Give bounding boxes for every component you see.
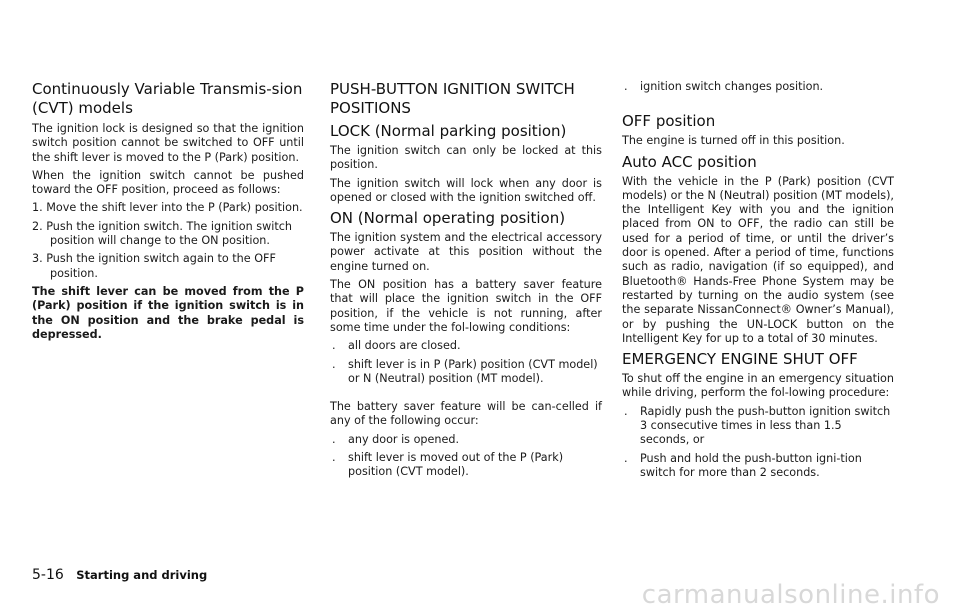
off-position-heading: OFF position — [622, 112, 716, 131]
emergency-paragraph: To shut off the engine in an emergency situation while driving, perform the fol-lowing procedure: — [622, 372, 894, 400]
push-button-ignition-heading: PUSH-BUTTON IGNITION SWITCH POSITIONS — [330, 80, 575, 117]
bullet-dot: . — [624, 80, 628, 93]
on-paragraph-1: The ignition system and the electrical accessory power activate at this position without the engine turned on. — [330, 231, 602, 273]
column-middle — [330, 80, 602, 484]
on-position-heading: ON (Normal operating position) — [330, 209, 566, 228]
list-item-text: Rapidly push the push-button ignition switch 3 consecutive times in less than 1.5 seconds, or — [640, 404, 891, 447]
cvt-models-heading: Continuously Variable Transmis-sion (CVT) models — [32, 80, 303, 117]
section-title: Starting and driving — [76, 568, 208, 582]
on-paragraph-2: The ON position has a battery saver feature that will place the ignition switch in the OFF position, if the vehicle is not running, after some time under the fol-lowing conditions: — [330, 278, 602, 334]
column-left — [32, 80, 304, 346]
continued-conditions — [622, 80, 894, 94]
page-footer — [32, 567, 207, 583]
lock-position-heading: LOCK (Normal parking position) — [330, 122, 567, 140]
list-item-text: all doors are closed. — [348, 339, 461, 353]
off-paragraph: The engine is turned off in this position. — [622, 134, 845, 148]
list-item — [622, 80, 894, 94]
emergency-shutoff-heading: EMERGENCY ENGINE SHUT OFF — [622, 350, 858, 369]
bullet-dot: . — [624, 404, 628, 418]
bullet-dot: . — [332, 432, 336, 446]
auto-acc-heading: Auto ACC position — [622, 152, 757, 171]
bullet-dot: . — [624, 451, 628, 465]
bullet-dot: . — [332, 451, 336, 465]
bullet-dot: . — [332, 357, 336, 371]
bullet-dot: . — [332, 339, 336, 353]
battery-saver-conditions — [330, 339, 602, 386]
cancel-conditions — [330, 433, 602, 480]
list-item — [622, 405, 894, 448]
list-item — [330, 339, 602, 353]
lock-paragraph-2: The ignition switch will lock when any door is opened or closed with the ignition switched off. — [330, 176, 602, 204]
shift-lever-note: The shift lever can be moved from the P (Park) position if the ignition switch is in the ON position and the brake pedal is depressed. — [32, 284, 304, 341]
step-2: 2. Push the ignition switch. The ignition switch position will change to the ON position. — [32, 219, 292, 248]
cancel-paragraph: The battery saver feature will be can-celled if any of the following occur: — [330, 400, 602, 428]
list-item-text: any door is opened. — [348, 432, 460, 446]
cvt-intro-paragraph: The ignition lock is designed so that the ignition switch position cannot be switched to OFF until the shift lever is moved to the P (Park) position. — [32, 122, 304, 164]
lock-paragraph-1: The ignition switch can only be locked at this position. — [330, 144, 602, 172]
step-3: 3. Push the ignition switch again to the OFF position. — [32, 252, 276, 280]
watermark: carmanualsonline.info — [641, 580, 940, 610]
auto-acc-paragraph: With the vehicle in the P (Park) position (CVT models) or the N (Neutral) position (MT models), the Intelligent Key with you and the ignition placed from ON to OFF, the radio can still be used for a period of time, or until the driver’s door is opened. After a period of time, functions such as radio, navigation (if so equipped), and Bluetooth® Hands-Free Phone System may be restarted by turning on the audio system (see the separate NissanConnect® Owner’s Manual), or by pushing the UN-LOCK button on the Intelligent Key for up to a total of 30 minutes. — [622, 174, 894, 345]
list-item-text: shift lever is moved out of the P (Park) position (CVT model). — [348, 451, 564, 479]
step-1: 1. Move the shift lever into the P (Park) position. — [32, 201, 303, 215]
cvt-procedure-intro: When the ignition switch cannot be pushed toward the OFF position, proceed as follows: — [32, 168, 304, 197]
list-item — [330, 433, 602, 447]
list-item — [622, 452, 894, 481]
list-item-text: ignition switch changes position. — [640, 80, 824, 93]
emergency-steps — [622, 405, 894, 480]
list-item — [330, 451, 602, 480]
list-item-text: shift lever is in P (Park) position (CVT model) or N (Neutral) position (MT model). — [348, 357, 598, 385]
page-number: 5-16 — [32, 567, 64, 583]
list-item-text: Push and hold the push-button igni-tion switch for more than 2 seconds. — [640, 451, 862, 479]
column-right — [622, 80, 894, 484]
list-item — [330, 358, 602, 387]
